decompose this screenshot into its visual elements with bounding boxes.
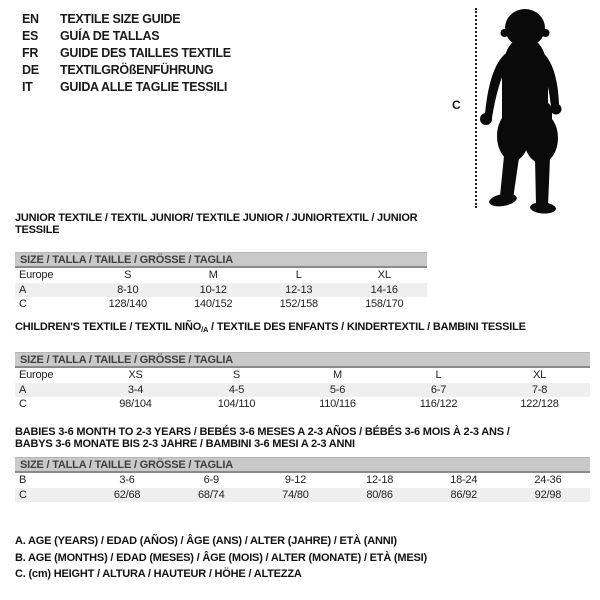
age-cell: 6-9 <box>203 474 219 487</box>
babies-textile-section <box>15 426 590 502</box>
height-cell: 152/158 <box>279 298 318 311</box>
age-cell: 6-7 <box>430 383 447 396</box>
table-row-age <box>15 383 590 398</box>
lang-row-es <box>22 28 231 45</box>
height-cell: 98/104 <box>119 398 152 411</box>
lang-row-fr <box>22 45 231 62</box>
age-cell: 4-5 <box>228 383 245 396</box>
row-label: Europe <box>19 269 54 282</box>
size-cell: M <box>333 369 342 382</box>
table-row-age <box>15 283 427 298</box>
size-cell: M <box>208 269 218 282</box>
height-cell: 104/110 <box>217 398 256 411</box>
height-cell: 92/98 <box>534 488 562 501</box>
table-row-europe <box>15 268 427 283</box>
title-subscript: /A <box>201 325 209 334</box>
table-row-age-months <box>15 473 590 488</box>
height-measure-label: C <box>452 98 461 112</box>
children-table-title <box>15 321 590 336</box>
age-cell: 12-13 <box>285 283 313 296</box>
height-cell: 68/74 <box>197 488 225 501</box>
footnote-legend <box>15 533 427 583</box>
language-title-list <box>22 11 231 96</box>
toddler-silhouette-icon <box>478 6 573 216</box>
size-header-bar: SIZE / TALLA / TAILLE / GRÖSSE / TAGLIA <box>15 252 427 268</box>
babies-table-title <box>15 426 590 450</box>
height-cell: 86/92 <box>450 488 478 501</box>
lang-title: GUIDE DES TAILLES TEXTILE <box>60 46 231 60</box>
babies-title-line1: BABIES 3-6 MONTH TO 2-3 YEARS / BEBÉS 3-6 MESES A 2-3 AÑOS / BÉBÉS 3-6 MOIS À 2-3 ANS / <box>15 426 510 438</box>
size-cell: XL <box>377 269 391 282</box>
lang-title: GUIDA ALLE TAGLIE TESSILI <box>60 80 228 94</box>
lang-code: DE <box>22 63 39 77</box>
row-label: B <box>19 474 27 487</box>
height-cell: 62/68 <box>113 488 141 501</box>
age-cell: 10-12 <box>199 283 227 296</box>
height-cell: 74/80 <box>282 488 309 501</box>
age-cell: 3-4 <box>127 383 144 396</box>
lang-title: TEXTILE SIZE GUIDE <box>60 12 181 26</box>
size-cell: XL <box>532 369 547 382</box>
height-cell: 80/86 <box>366 488 393 501</box>
height-cell: 158/170 <box>365 298 404 311</box>
size-header-bar: SIZE / TALLA / TAILLE / GRÖSSE / TAGLIA <box>15 457 590 473</box>
footnote-c: C. (cm) HEIGHT / ALTURA / HAUTEUR / HÖHE / ALTEZZA <box>15 568 302 580</box>
lang-code: EN <box>22 12 39 26</box>
footnote-b: B. AGE (MONTHS) / EDAD (MESES) / ÂGE (MOIS) / ALTER (MONATE) / ETÀ (MESI) <box>15 551 427 564</box>
row-label: A <box>19 383 27 396</box>
lang-title: GUÍA DE TALLAS <box>60 29 160 43</box>
table-row-height <box>15 297 427 312</box>
table-row-europe <box>15 368 590 383</box>
age-cell: 14-16 <box>370 283 398 296</box>
size-cell: XS <box>128 369 143 382</box>
size-cell: S <box>124 269 132 282</box>
junior-textile-section <box>15 212 427 312</box>
row-label: A <box>19 283 27 296</box>
age-cell: 8-10 <box>117 283 139 296</box>
size-cell: S <box>232 369 241 382</box>
lang-row-it <box>22 79 231 96</box>
lang-row-de <box>22 62 231 79</box>
age-cell: 5-6 <box>329 383 346 396</box>
title-part: CHILDREN'S TEXTILE / TEXTIL NIÑO <box>15 321 202 333</box>
junior-table-title: JUNIOR TEXTILE / TEXTIL JUNIOR/ TEXTILE JUNIOR / JUNIORTEXTIL / JUNIOR TESSILE <box>15 212 418 236</box>
row-label: C <box>19 488 27 501</box>
height-cell: 122/128 <box>520 398 559 411</box>
height-cell: 140/152 <box>194 298 233 311</box>
babies-title-line2: BABYS 3-6 MONATE BIS 2-3 JAHRE / BAMBINI 3-6 MESI A 2-3 ANNI <box>15 438 355 450</box>
row-label: C <box>19 398 27 411</box>
age-cell: 7-8 <box>531 383 548 396</box>
size-header-bar: SIZE / TALLA / TAILLE / GRÖSSE / TAGLIA <box>15 352 590 368</box>
row-label: C <box>19 298 27 311</box>
size-cell: L <box>295 269 302 282</box>
table-row-height <box>15 397 590 412</box>
footnote-a: A. AGE (YEARS) / EDAD (AÑOS) / ÂGE (ANS) / ALTER (JAHRE) / ETÀ (ANNI) <box>15 535 397 547</box>
height-cell: 128/140 <box>108 298 147 311</box>
age-cell: 12-18 <box>366 474 394 487</box>
lang-title: TEXTILGRÖßENFÜHRUNG <box>60 63 214 77</box>
age-cell: 24-36 <box>534 474 562 487</box>
lang-row-en <box>22 11 231 28</box>
height-cell: 116/122 <box>419 398 458 411</box>
children-textile-section <box>15 321 590 412</box>
lang-code: ES <box>22 29 39 43</box>
lang-code: IT <box>22 80 33 94</box>
height-cell: 110/116 <box>319 398 356 411</box>
size-cell: L <box>435 369 442 382</box>
row-label: Europe <box>19 369 54 382</box>
age-cell: 9-12 <box>284 474 307 487</box>
measurement-figure <box>440 0 600 220</box>
height-measure-dotted-line <box>475 8 477 208</box>
lang-code: FR <box>22 46 39 60</box>
title-part: / TEXTILE DES ENFANTS / KINDERTEXTIL / BAMBINI TESSILE <box>208 321 526 333</box>
table-row-height <box>15 488 590 503</box>
age-cell: 3-6 <box>119 474 135 487</box>
age-cell: 18-24 <box>450 474 478 487</box>
